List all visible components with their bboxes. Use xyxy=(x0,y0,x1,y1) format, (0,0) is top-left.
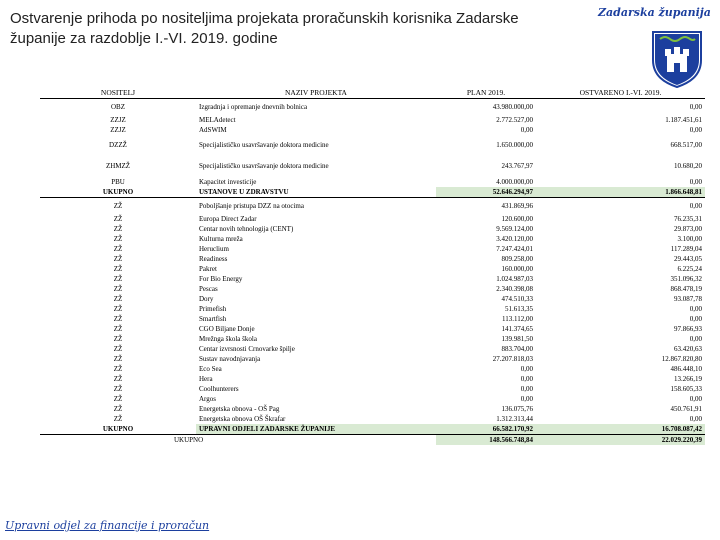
cell-ostvareno: 0,00 xyxy=(689,414,702,423)
cell-naziv: Specijalističko usavršavanje doktora medicine xyxy=(199,162,329,170)
cell-naziv: Europa Direct Zadar xyxy=(199,214,257,223)
cell-naziv: Energetska obnova - OŠ Pag xyxy=(199,404,280,413)
cell-ostvareno: 29.443,05 xyxy=(674,254,702,263)
cell-nositelj: ZŽ xyxy=(113,414,123,423)
cell-plan: 7.247.424,01 xyxy=(496,244,533,253)
grand-total-label: UKUPNO xyxy=(174,435,204,444)
cell-naziv: Kapacitet investicije xyxy=(199,177,257,186)
cell-naziv: Hera xyxy=(199,374,213,383)
table-row xyxy=(40,314,705,324)
cell-plan: 1.024.987,03 xyxy=(496,274,533,283)
cell-nositelj: ZŽ xyxy=(113,314,123,323)
table-row xyxy=(40,254,705,264)
cell-nositelj: ZŽ xyxy=(40,198,196,215)
cell-plan: 141.374,65 xyxy=(501,324,533,333)
cell-nositelj: ZŽ xyxy=(113,374,123,383)
cell-naziv: Energetska obnova OŠ Škrafar xyxy=(199,414,286,423)
cell-ostvareno: 1.866.648,81 xyxy=(536,187,705,198)
cell-naziv: MELAdetect xyxy=(199,115,236,124)
cell-nositelj: ZŽ xyxy=(113,394,123,403)
cell-ostvareno: 668.517,00 xyxy=(670,141,702,149)
table-row xyxy=(40,234,705,244)
cell-naziv: Primefish xyxy=(199,304,227,313)
cell-plan: 160.000,00 xyxy=(501,264,533,273)
header-ostvareno: OSTVARENO I.-VI. 2019. xyxy=(536,87,705,99)
cell-nositelj: ZŽ xyxy=(113,244,123,253)
cell-plan: 474.510,33 xyxy=(501,294,533,303)
cell-ostvareno: 0,00 xyxy=(689,314,702,323)
table-row xyxy=(40,156,705,177)
cell-nositelj: ZŽ xyxy=(113,354,123,363)
cell-plan: 66.582.170,92 xyxy=(436,424,536,435)
cell-ostvareno: 1.187.451,61 xyxy=(665,115,702,124)
cell-ostvareno: 486.448,10 xyxy=(670,364,702,373)
cell-naziv: Smartfish xyxy=(199,314,227,323)
cell-naziv: Readiness xyxy=(199,254,228,263)
cell-ostvareno: 351.096,32 xyxy=(670,274,702,283)
cell-nositelj: ZŽ xyxy=(113,264,123,273)
cell-nositelj: ZŽ xyxy=(113,384,123,393)
cell-naziv: Eco Sea xyxy=(199,364,222,373)
table-row xyxy=(40,334,705,344)
cell-nositelj: ZŽ xyxy=(113,274,123,283)
cell-naziv: Coolhunterers xyxy=(199,384,239,393)
cell-nositelj: PBU xyxy=(111,177,125,186)
cell-ostvareno: 0,00 xyxy=(689,125,702,134)
table-row xyxy=(40,187,705,198)
cell-ostvareno: 0,00 xyxy=(689,177,702,186)
table-header-row xyxy=(40,87,705,99)
cell-naziv: AdSWIM xyxy=(199,125,227,134)
cell-plan: 139.981,50 xyxy=(501,334,533,343)
cell-nositelj: ZŽ xyxy=(113,344,123,353)
grand-total-plan: 148.566.748,84 xyxy=(436,435,536,446)
table-row xyxy=(40,125,705,135)
cell-plan: 2.340.398,08 xyxy=(496,284,533,293)
cell-naziv: Dory xyxy=(199,294,214,303)
cell-plan: 0,00 xyxy=(520,384,533,393)
cell-plan: 3.420.120,00 xyxy=(496,234,533,243)
cell-plan: 431.869,96 xyxy=(436,198,536,215)
cell-nositelj: UKUPNO xyxy=(40,424,196,435)
cell-nositelj: UKUPNO xyxy=(40,187,196,198)
cell-naziv: Centar novih tehnologija (CENT) xyxy=(199,224,294,233)
grand-total-row xyxy=(40,435,705,446)
cell-ostvareno: 29.873,00 xyxy=(674,224,702,233)
table-row xyxy=(40,414,705,424)
cell-plan: 52.646.294,97 xyxy=(436,187,536,198)
cell-nositelj: ZŽ xyxy=(113,234,123,243)
cell-ostvareno: 158.605,33 xyxy=(670,384,702,393)
cell-plan: 0,00 xyxy=(520,374,533,383)
cell-nositelj: ZŽ xyxy=(113,224,123,233)
cell-ostvareno: 93.087,78 xyxy=(674,294,702,303)
table-row xyxy=(40,424,705,435)
cell-plan: 809.258,00 xyxy=(501,254,533,263)
cell-naziv: Heruclium xyxy=(199,244,229,253)
cell-plan: 120.600,00 xyxy=(501,214,533,223)
cell-ostvareno: 97.866,93 xyxy=(674,324,702,333)
page-title: Ostvarenje prihoda po nositeljima projekata proračunskih korisnika Zadarske županije za razdoblje I.-VI. 2019. godine xyxy=(10,10,519,47)
cell-nositelj: ZZJZ xyxy=(110,115,126,124)
table-row xyxy=(40,294,705,304)
cell-nositelj: ZŽ xyxy=(113,364,123,373)
cell-plan: 1.312.313,44 xyxy=(496,414,533,423)
table-row xyxy=(40,224,705,234)
table-row xyxy=(40,374,705,384)
table-row xyxy=(40,214,705,224)
cell-naziv: USTANOVE U ZDRAVSTVU xyxy=(196,187,436,198)
cell-ostvareno: 0,00 xyxy=(536,198,705,215)
cell-nositelj: ZŽ xyxy=(113,304,123,313)
cell-nositelj: DZZŽ xyxy=(109,141,127,149)
table-row xyxy=(40,364,705,374)
cell-naziv: Specijalističko usavršavanje doktora medicine xyxy=(199,141,329,149)
table-body xyxy=(40,99,705,446)
cell-plan: 51.613,35 xyxy=(505,304,533,313)
cell-plan: 1.650.000,00 xyxy=(496,141,533,149)
footer-department: Upravni odjel za financije i proračun xyxy=(5,519,210,532)
cell-ostvareno: 12.867.820,80 xyxy=(661,354,702,363)
table-row xyxy=(40,324,705,334)
cell-ostvareno: 13.266,19 xyxy=(674,374,702,383)
table-row xyxy=(40,115,705,125)
header-naziv: NAZIV PROJEKTA xyxy=(196,87,436,99)
cell-ostvareno: 0,00 xyxy=(689,304,702,313)
cell-ostvareno: 868.478,19 xyxy=(670,284,702,293)
cell-nositelj: ZŽ xyxy=(113,324,123,333)
county-crest-logo xyxy=(651,30,703,88)
table-row xyxy=(40,354,705,364)
table-row xyxy=(40,304,705,314)
cell-ostvareno: 10.680,20 xyxy=(674,162,702,170)
cell-nositelj: OBZ xyxy=(111,102,125,111)
table-row xyxy=(40,384,705,394)
table-row xyxy=(40,244,705,254)
table-row xyxy=(40,177,705,187)
cell-plan: 43.980.000,00 xyxy=(492,102,533,111)
cell-nositelj: ZŽ xyxy=(113,294,123,303)
table-row xyxy=(40,99,705,116)
cell-ostvareno: 450.761,91 xyxy=(670,404,702,413)
cell-naziv: Poboljšanje pristupa DZZ na otocima xyxy=(196,198,436,215)
cell-ostvareno: 6.225,24 xyxy=(677,264,702,273)
cell-nositelj: ZZJZ xyxy=(110,125,126,134)
cell-nositelj: ZHMZŽ xyxy=(105,162,131,170)
cell-plan: 9.569.124,00 xyxy=(496,224,533,233)
cell-naziv: Sustav navodnjavanja xyxy=(199,354,261,363)
cell-nositelj: ZŽ xyxy=(113,254,123,263)
cell-naziv: For Bio Energy xyxy=(199,274,243,283)
cell-naziv: Kulturna mreža xyxy=(199,234,243,243)
cell-ostvareno: 117.289,04 xyxy=(670,244,702,253)
table-row xyxy=(40,394,705,404)
cell-naziv: UPRAVNI ODJELI ZADARSKE ŽUPANIJE xyxy=(196,424,436,435)
cell-ostvareno: 3.100,00 xyxy=(677,234,702,243)
cell-naziv: Argos xyxy=(199,394,216,403)
cell-plan: 113.112,00 xyxy=(502,314,533,323)
cell-naziv: Pakret xyxy=(199,264,217,273)
table-row xyxy=(40,264,705,274)
cell-naziv: Izgradnja i opremanje dnevnih bolnica xyxy=(199,102,308,111)
cell-ostvareno: 16.708.087,42 xyxy=(536,424,705,435)
table-row xyxy=(40,284,705,294)
cell-ostvareno: 0,00 xyxy=(689,334,702,343)
cell-ostvareno: 76.235,31 xyxy=(674,214,702,223)
table-row xyxy=(40,404,705,414)
cell-plan: 0,00 xyxy=(520,125,533,134)
cell-nositelj: ZŽ xyxy=(113,284,123,293)
revenue-table xyxy=(40,87,705,445)
cell-plan: 27.207.818,03 xyxy=(492,354,533,363)
table-row xyxy=(40,135,705,156)
cell-plan: 0,00 xyxy=(520,364,533,373)
table-row xyxy=(40,198,705,215)
cell-naziv: Centar izvrsnosti Crnovarke špilje xyxy=(199,344,295,353)
header-nositelj: NOSITELJ xyxy=(40,87,196,99)
cell-naziv: Mrežnga škola škola xyxy=(199,334,257,343)
cell-plan: 136.075,76 xyxy=(501,404,533,413)
cell-plan: 243.767,97 xyxy=(501,162,533,170)
cell-plan: 4.000.000,00 xyxy=(496,177,533,186)
header-plan: PLAN 2019. xyxy=(436,87,536,99)
cell-nositelj: ZŽ xyxy=(113,404,123,413)
grand-total-ostvareno: 22.029.220,39 xyxy=(536,435,705,446)
cell-plan: 0,00 xyxy=(520,394,533,403)
cell-ostvareno: 63.420,63 xyxy=(674,344,702,353)
cell-nositelj: ZŽ xyxy=(113,214,123,223)
cell-plan: 2.772.527,00 xyxy=(496,115,533,124)
table-row xyxy=(40,274,705,284)
cell-naziv: Pescas xyxy=(199,284,218,293)
cell-nositelj: ZŽ xyxy=(113,334,123,343)
brand-label: Zadarska županija xyxy=(598,6,711,19)
cell-naziv: CGO Biljane Donje xyxy=(199,324,255,333)
cell-ostvareno: 0,00 xyxy=(689,102,702,111)
cell-plan: 883.704,00 xyxy=(501,344,533,353)
table-row xyxy=(40,344,705,354)
cell-ostvareno: 0,00 xyxy=(689,394,702,403)
